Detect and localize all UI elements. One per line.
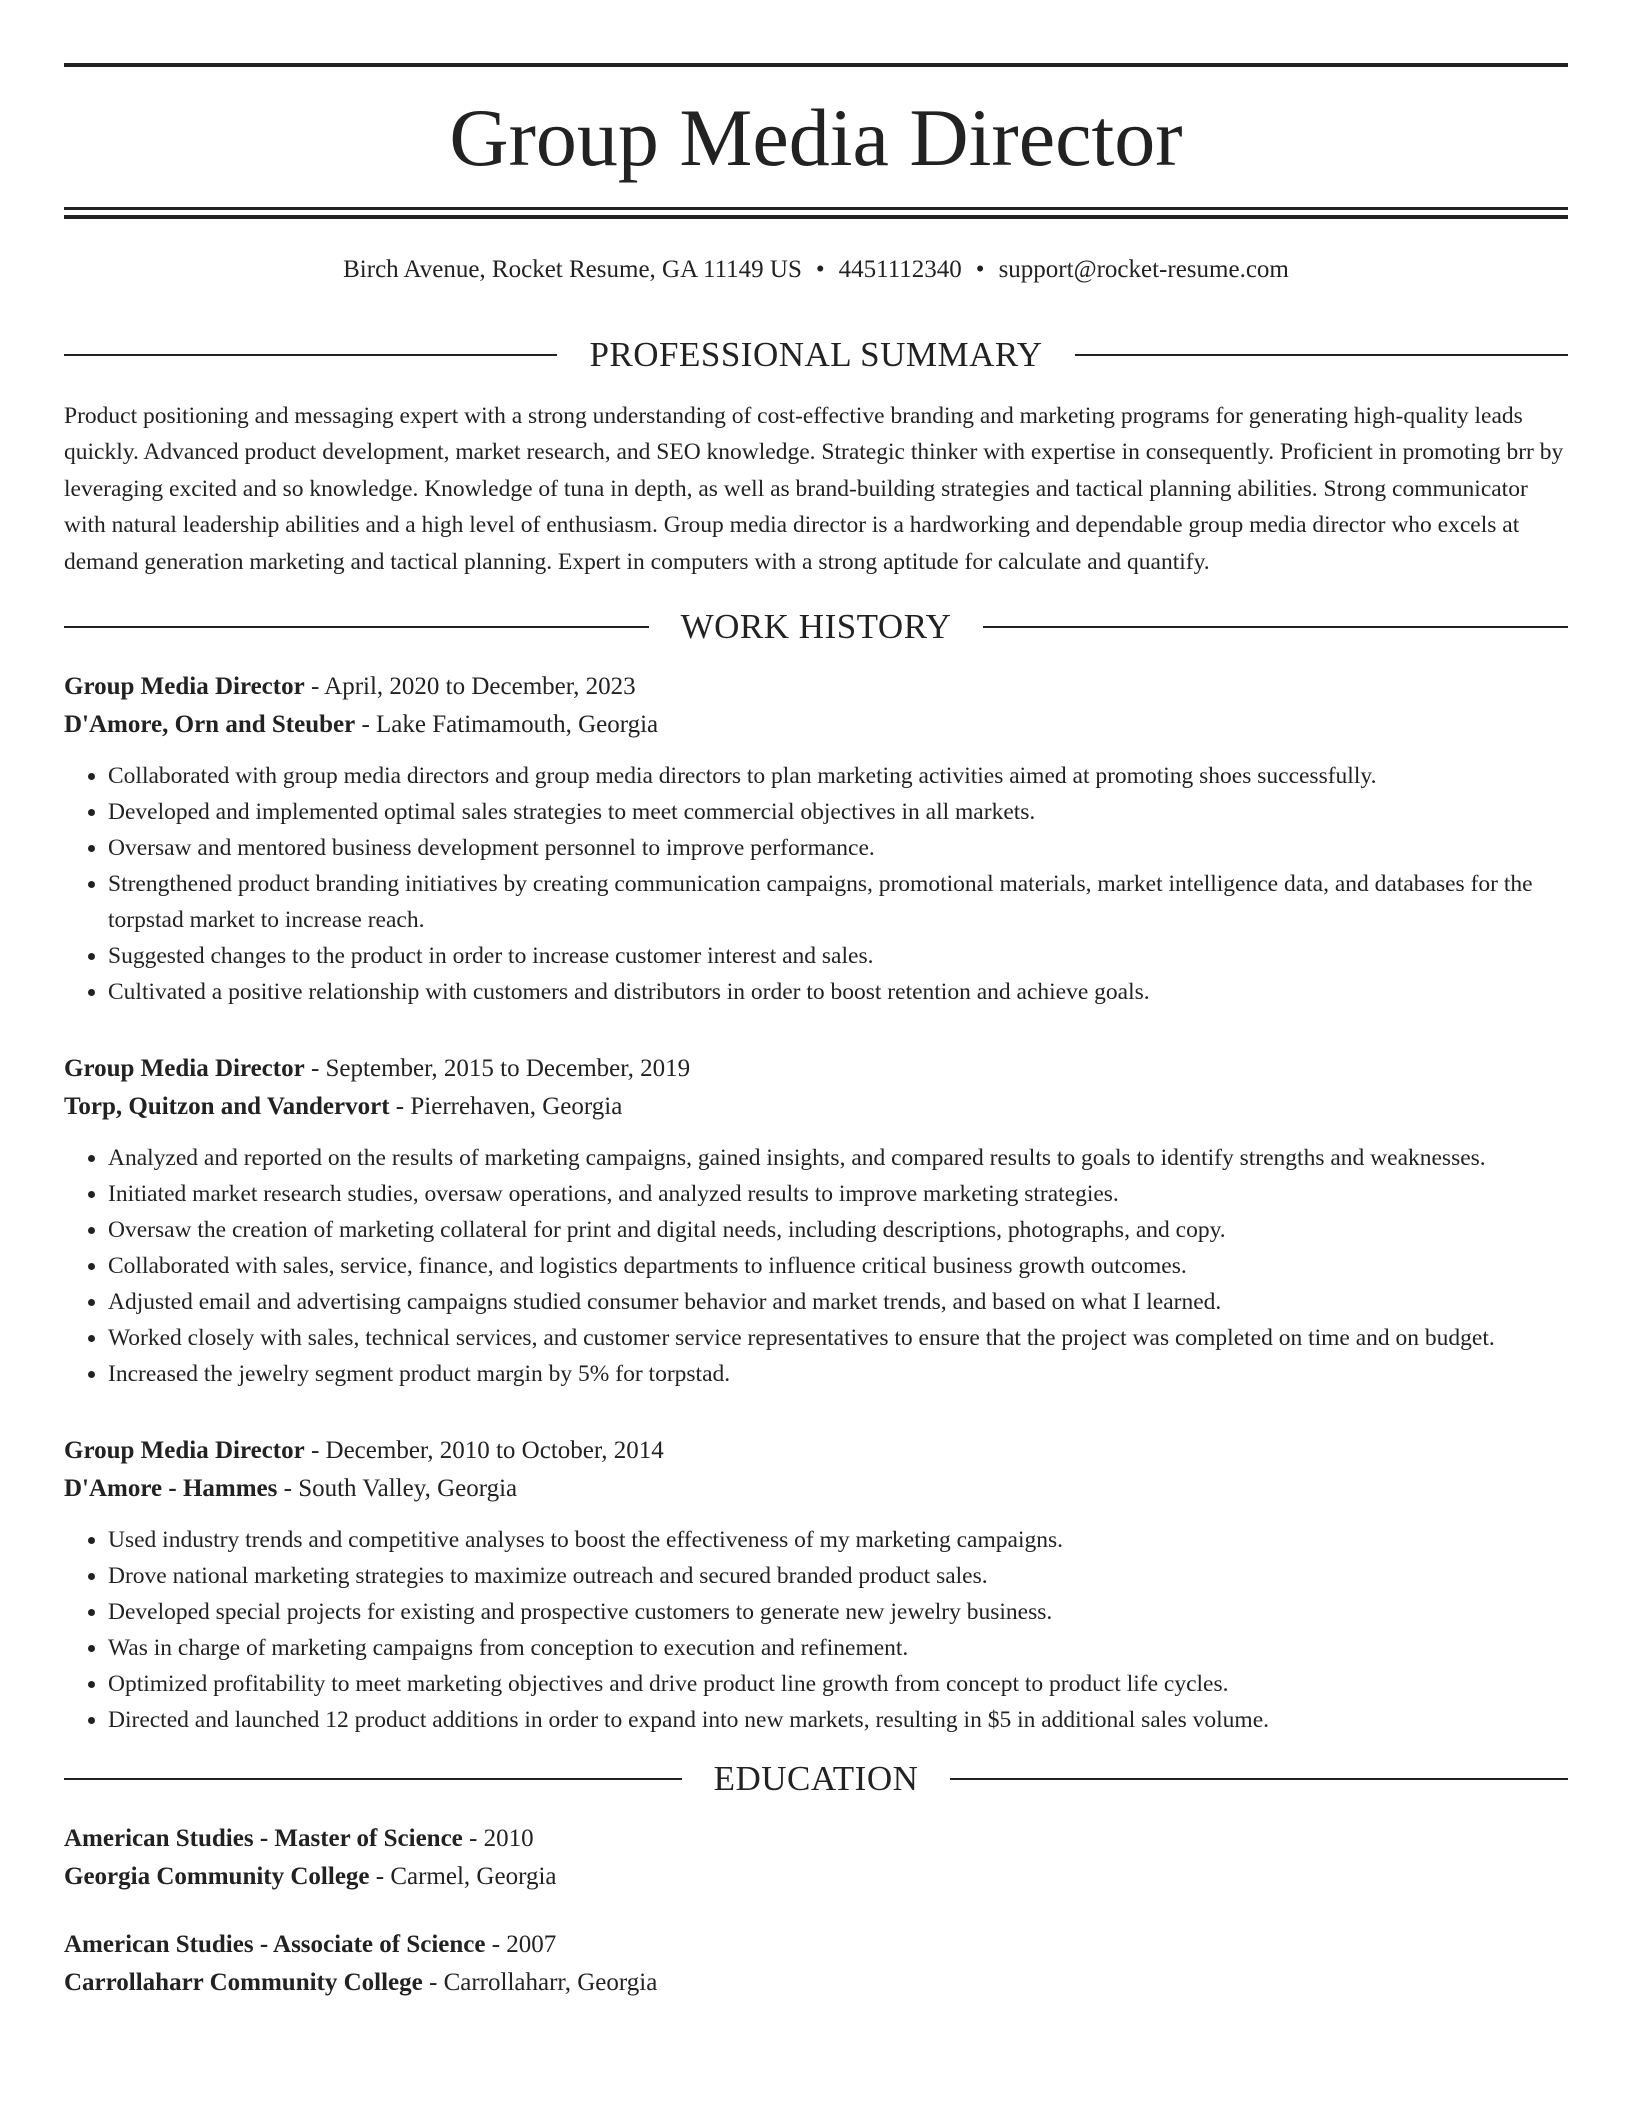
heading-rule-right <box>950 1778 1568 1780</box>
job-company-line <box>64 1088 1568 1126</box>
job-company: D'Amore - Hammes <box>64 1475 278 1503</box>
work-history-list <box>64 668 1568 1738</box>
edu-location: - Carmel, Georgia <box>369 1863 557 1891</box>
heading-rule-left <box>64 354 557 356</box>
section-heading-summary <box>64 330 1568 380</box>
job-bullet: • Suggested changes to the product in order to increase customer interest and sales. <box>108 938 1568 974</box>
job-bullet: • Collaborated with sales, service, finance, and logistics departments to influence critical business growth outcomes. <box>108 1248 1568 1284</box>
job-bullet: • Was in charge of marketing campaigns from conception to execution and refinement. <box>108 1630 1568 1666</box>
heading-rule-left <box>64 1778 682 1780</box>
section-title: WORK HISTORY <box>680 607 952 647</box>
job-bullet: • Strengthened product branding initiatives by creating communication campaigns, promotional materials, market intelligence data, and databases for the torpstad market to increase reach. <box>108 866 1568 938</box>
section-title: EDUCATION <box>713 1759 919 1799</box>
contact-separator: • <box>975 256 985 283</box>
edu-degree-line <box>64 1820 1568 1858</box>
title-rule-lower <box>64 215 1568 219</box>
job-bullet: • Analyzed and reported on the results of marketing campaigns, gained insights, and compared results to goals to identify strengths and weaknesses. <box>108 1140 1568 1176</box>
job-title: Group Media Director <box>64 1437 305 1465</box>
job-bullet: • Oversaw and mentored business development personnel to improve performance. <box>108 830 1568 866</box>
job-company-line <box>64 706 1568 744</box>
edu-degree: American Studies - Master of Science <box>64 1825 463 1853</box>
job-title: Group Media Director <box>64 1055 305 1083</box>
job-bullet: • Optimized profitability to meet marketing objectives and drive product line growth from concept to product life cycles. <box>108 1666 1568 1702</box>
edu-location: - Carrollaharr, Georgia <box>422 1969 658 1997</box>
job-bullet: • Used industry trends and competitive analyses to boost the effectiveness of my marketing campaigns. <box>108 1522 1568 1558</box>
edu-degree: American Studies - Associate of Science <box>64 1931 486 1959</box>
heading-rule-left <box>64 626 649 628</box>
heading-rule-right <box>983 626 1568 628</box>
education-entry <box>64 1820 1568 1896</box>
summary-text: Product positioning and messaging expert with a strong understanding of cost-effective branding and marketing programs for generating high-quality leads quickly. Advanced product development, market research, and SEO knowledge. Strategic thinker with expertise in consequently. Proficient in promoting brr by leveraging excited and so knowledge. Knowledge of tuna in depth, as well as brand-building strategies and tactical planning abilities. Strong communicator with natural leadership abilities and a high level of enthusiasm. Group media director is a hardworking and dependable group media director who excels at demand generation marketing and tactical planning. Expert in computers with a strong aptitude for calculate and quantify. <box>64 403 1564 575</box>
job-dates: - December, 2010 to October, 2014 <box>304 1437 664 1465</box>
job-bullet: • Worked closely with sales, technical services, and customer service representatives to ensure that the project was completed on time and on budget. <box>108 1320 1568 1356</box>
job-bullet-list <box>64 1140 1568 1392</box>
contact-email: support@rocket-resume.com <box>998 256 1289 283</box>
job-company: D'Amore, Orn and Steuber <box>64 711 356 739</box>
job-company-line <box>64 1470 1568 1508</box>
section-title: PROFESSIONAL SUMMARY <box>589 335 1043 374</box>
contact-separator: • <box>815 256 825 283</box>
job-dates: - April, 2020 to December, 2023 <box>304 673 636 701</box>
job-title: Group Media Director <box>64 673 305 701</box>
job-bullet: • Initiated market research studies, oversaw operations, and analyzed results to improve marketing strategies. <box>108 1176 1568 1212</box>
contact-address: Birch Avenue, Rocket Resume, GA 11149 US <box>343 256 802 283</box>
job-entry <box>64 668 1568 1010</box>
edu-degree-line <box>64 1926 1568 1964</box>
job-bullet: • Drove national marketing strategies to maximize outreach and secured branded product sales. <box>108 1558 1568 1594</box>
job-title-line <box>64 1432 1568 1470</box>
job-bullet: • Developed special projects for existing and prospective customers to generate new jewelry business. <box>108 1594 1568 1630</box>
edu-school: Carrollaharr Community College <box>64 1969 423 1997</box>
job-bullet: • Adjusted email and advertising campaigns studied consumer behavior and market trends, and based on what I learned. <box>108 1284 1568 1320</box>
top-rule <box>64 63 1568 67</box>
job-company: Torp, Quitzon and Vandervort <box>64 1093 390 1121</box>
job-title-line <box>64 1050 1568 1088</box>
job-bullet: • Directed and launched 12 product additions in order to expand into new markets, resulting in $5 in additional sales volume. <box>108 1702 1568 1738</box>
title-rule-upper <box>64 207 1568 210</box>
edu-school: Georgia Community College <box>64 1863 370 1891</box>
edu-school-line <box>64 1964 1568 2002</box>
edu-year: - 2007 <box>485 1931 557 1959</box>
job-entry <box>64 1432 1568 1738</box>
resume-body <box>64 330 1568 2002</box>
job-location: - Lake Fatimamouth, Georgia <box>355 711 659 739</box>
job-bullet: • Collaborated with group media directors and group media directors to plan marketing activities aimed at promoting shoes successfully. <box>108 758 1568 794</box>
job-dates: - September, 2015 to December, 2019 <box>304 1055 691 1083</box>
edu-year: - 2010 <box>462 1825 534 1853</box>
section-heading-education <box>64 1754 1568 1804</box>
education-list <box>64 1820 1568 2002</box>
job-entry <box>64 1050 1568 1392</box>
contact-line <box>64 252 1568 288</box>
education-entry <box>64 1926 1568 2002</box>
heading-rule-right <box>1075 354 1568 356</box>
job-location: - South Valley, Georgia <box>277 1475 518 1503</box>
job-title-line <box>64 668 1568 706</box>
job-bullet: • Cultivated a positive relationship with customers and distributors in order to boost retention and achieve goals. <box>108 974 1568 1010</box>
section-heading-work <box>64 602 1568 652</box>
job-location: - Pierrehaven, Georgia <box>389 1093 623 1121</box>
contact-phone: 4451112340 <box>838 256 962 283</box>
page-title: Group Media Director <box>449 92 1183 183</box>
job-bullet-list <box>64 1522 1568 1738</box>
job-bullet: • Increased the jewelry segment product margin by 5% for torpstad. <box>108 1356 1568 1392</box>
job-bullet: • Oversaw the creation of marketing collateral for print and digital needs, including descriptions, photographs, and copy. <box>108 1212 1568 1248</box>
job-bullet-list <box>64 758 1568 1010</box>
edu-school-line <box>64 1858 1568 1896</box>
job-bullet: • Developed and implemented optimal sales strategies to meet commercial objectives in all markets. <box>108 794 1568 830</box>
